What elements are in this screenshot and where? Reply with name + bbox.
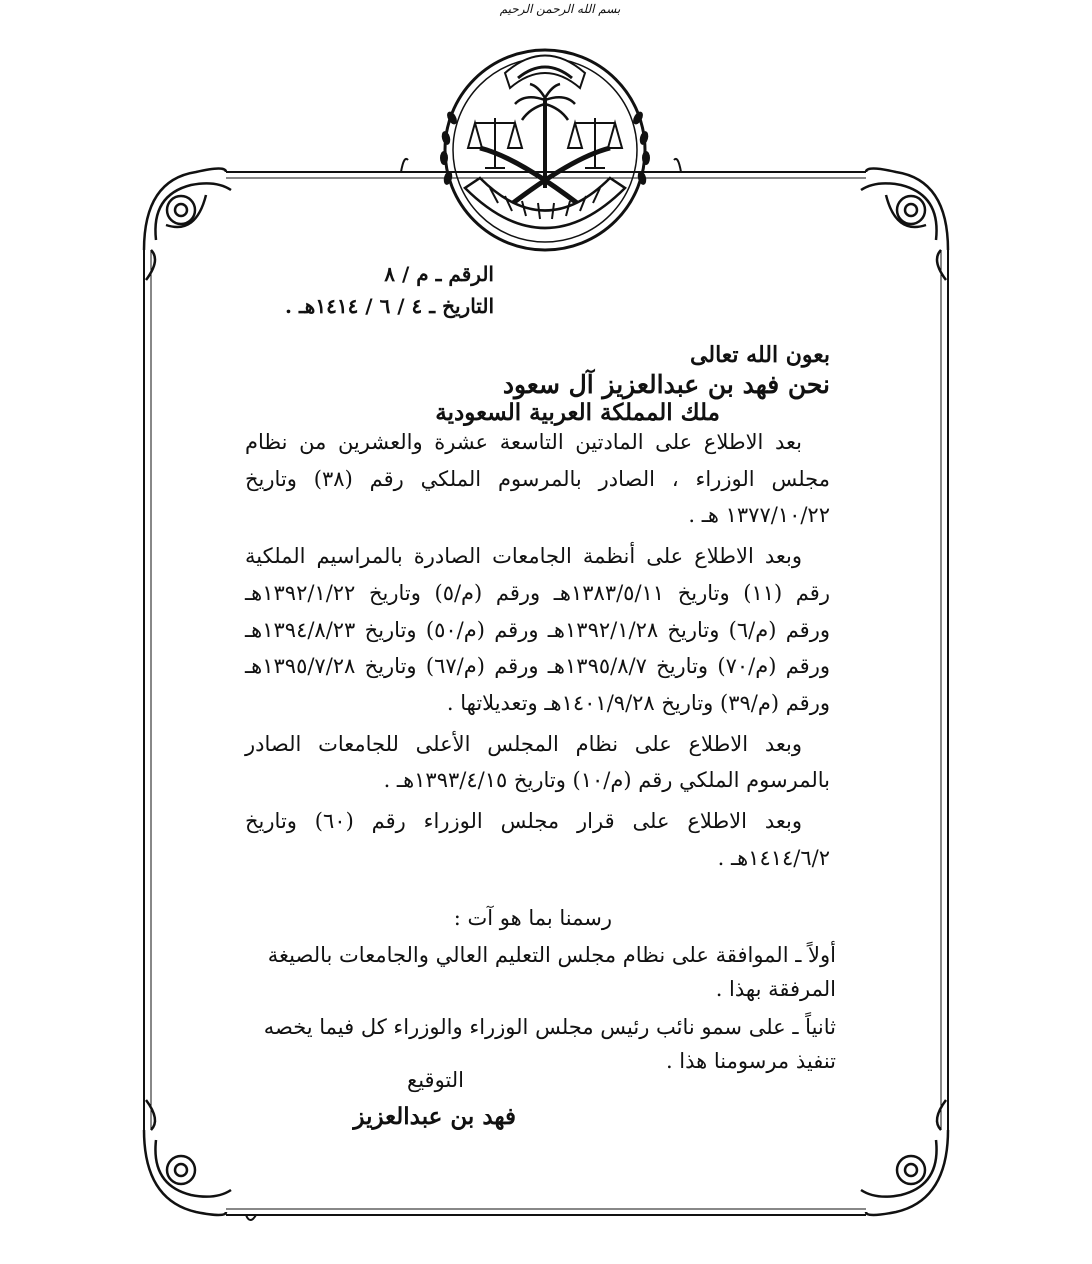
- decree-article: ثانياً ـ على سمو نائب رئيس مجلس الوزراء والوزراء كل فيما يخصه تنفيذ مرسومنا هذا .: [263, 1015, 836, 1073]
- decree-article: أولاً ـ الموافقة على نظام مجلس التعليم العالي والجامعات بالصيغة المرفقة بهذا .: [267, 943, 836, 1001]
- reference-date: التاريخ ـ ٤ / ٦ / ١٤١٤هـ .: [285, 294, 494, 318]
- signature-label: التوقيع: [407, 1068, 464, 1092]
- signature-name: فهد بن عبدالعزيز: [353, 1103, 516, 1130]
- preamble-paragraph: وبعد الاطلاع على قرار مجلس الوزراء رقم (٦٠) وتاريخ ١٤١٤/٦/٢هـ .: [245, 809, 830, 870]
- preamble-paragraph: وبعد الاطلاع على نظام المجلس الأعلى للجامعات الصادر بالمرسوم الملكي رقم (م/١٠) وتاريخ ١٣٩٣/٤/١٥هـ .: [245, 731, 830, 793]
- preamble-paragraph: بعد الاطلاع على المادتين التاسعة عشرة والعشرين من نظام مجلس الوزراء ، الصادر بالمرسوم الملكي رقم (٣٨) وتاريخ ١٣٧٧/١٠/٢٢ هـ .: [245, 430, 830, 528]
- reference-number: الرقم ـ م / ٨: [384, 262, 494, 286]
- decree-heading: رسمنا بما هو آت :: [453, 906, 612, 930]
- preamble-paragraph: وبعد الاطلاع على أنظمة الجامعات الصادرة بالمراسيم الملكية رقم (١١) وتاريخ ١٣٨٣/٥/١١هـ ورقم (م/٥) وتاريخ ١٣٩٢/١/٢٢هـ ورقم (م/٦) وتاريخ ١٣٩٢/١/٢٨هـ ورقم (م/٥٠) وتاريخ ١٣٩٤/٨/٢٣هـ ورقم (م/٧٠) وتاريخ ١٣٩٥/٨/٧هـ ورقم (م/٦٧) وتاريخ ١٣٩٥/٧/٢٨هـ ورقم (م/٣٩) وتاريخ ١٤٠١/٩/٢٨هـ وتعديلاتها .: [245, 544, 830, 715]
- decree-articles: [244, 938, 836, 1078]
- invocation: بعون الله تعالى: [690, 342, 830, 368]
- basmala: بسم الله الرحمن الرحيم: [499, 2, 621, 16]
- king-title: ملك المملكة العربية السعودية: [435, 399, 720, 426]
- preamble-text: [245, 424, 830, 876]
- reference-block: [234, 258, 494, 322]
- king-name: نحن فهد بن عبدالعزيز آل سعود: [502, 370, 830, 399]
